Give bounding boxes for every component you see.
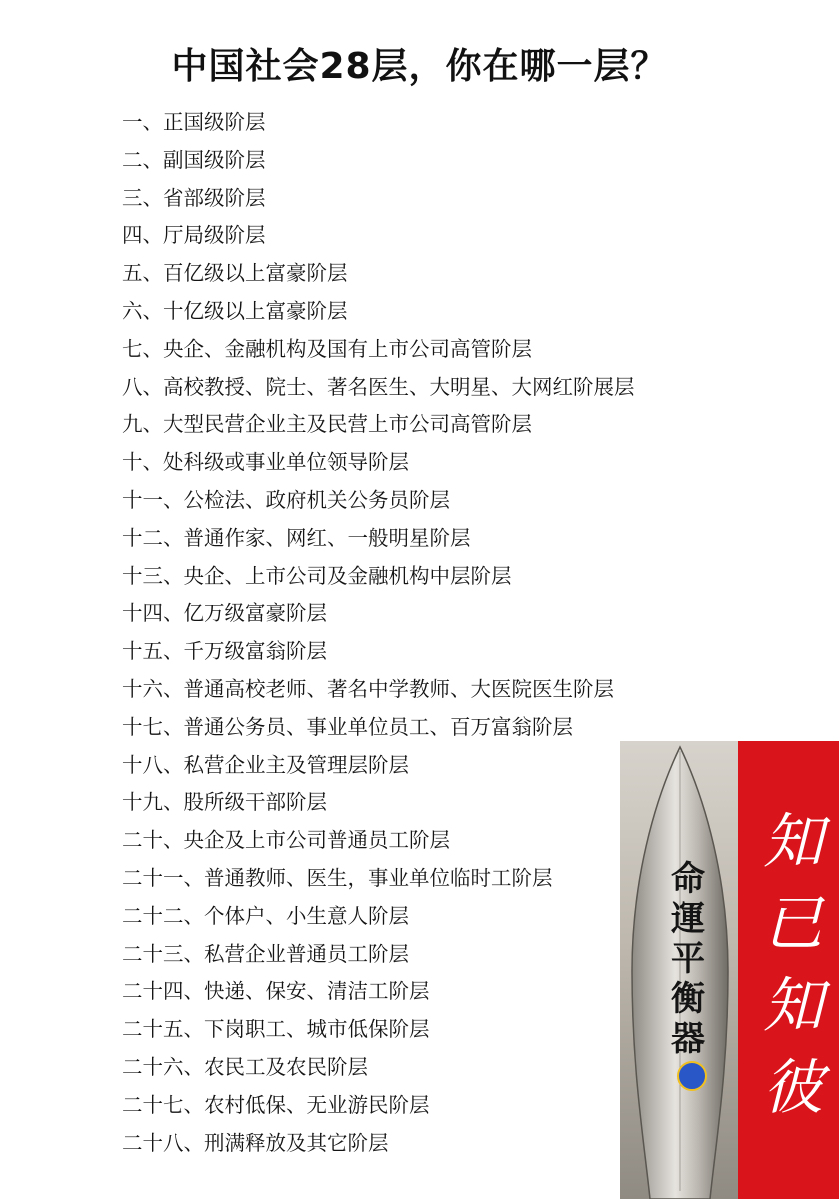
list-item: 四、厅局级阶层: [122, 223, 266, 248]
list-item: 五、百亿级以上富豪阶层: [122, 261, 348, 286]
list-item: 二十七、农村低保、无业游民阶层: [122, 1092, 430, 1117]
list-item: 九、大型民营企业主及民营上市公司高管阶层: [122, 412, 532, 437]
list-item: 八、高校教授、院士、著名医生、大明星、大网红阶展层: [122, 374, 635, 399]
list-item: 十五、千万级富翁阶层: [122, 639, 327, 664]
list-item: 七、央企、金融机构及国有上市公司高管阶层: [122, 336, 532, 361]
list-item: 二十二、个体户、小生意人阶层: [122, 903, 409, 928]
list-item: 十一、公检法、政府机关公务员阶层: [122, 487, 450, 512]
list-item: 二、副国级阶层: [122, 147, 266, 172]
calligraphy-char: 已: [763, 889, 823, 959]
list-item: 十九、股所级干部阶层: [122, 790, 327, 815]
list-item: 十四、亿万级富豪阶层: [122, 601, 327, 626]
list-item: 二十、央企及上市公司普通员工阶层: [122, 828, 450, 853]
list-item: 十七、普通公务员、事业单位员工、百万富翁阶层: [122, 714, 573, 739]
blade-inscription: [668, 859, 708, 1059]
list-item: 三、省部级阶层: [122, 185, 266, 210]
blade-char: 衡: [671, 979, 705, 1019]
logo-badge-icon: [677, 1061, 707, 1091]
blade-char: 命: [671, 859, 705, 899]
list-item: 六、十亿级以上富豪阶层: [122, 298, 348, 323]
blade-char: 平: [671, 939, 705, 979]
list-item: 十八、私营企业主及管理层阶层: [122, 752, 409, 777]
calligraphy-char: 知: [763, 807, 823, 877]
list-item: 十三、央企、上市公司及金融机构中层阶层: [122, 563, 512, 588]
list-item: 二十八、刑满释放及其它阶层: [122, 1130, 389, 1155]
calligraphy-char: 彼: [763, 1053, 823, 1123]
list-item: 二十三、私营企业普通员工阶层: [122, 941, 409, 966]
page-title: 中国社会28层，你在哪一层？: [171, 46, 668, 87]
emblem-image: [620, 741, 839, 1199]
list-item: 二十五、下岗职工、城市低保阶层: [122, 1017, 430, 1042]
list-item: 二十六、农民工及农民阶层: [122, 1054, 368, 1079]
blade-char: 器: [671, 1019, 705, 1059]
calligraphy-char: 知: [763, 971, 823, 1041]
list-item: 十二、普通作家、网红、一般明星阶层: [122, 525, 471, 550]
list-item: 十六、普通高校老师、著名中学教师、大医院医生阶层: [122, 676, 614, 701]
blade-char: 運: [671, 899, 705, 939]
calligraphy-text: [748, 801, 838, 1129]
list-item: 十、处科级或事业单位领导阶层: [122, 450, 409, 475]
list-item: 一、正国级阶层: [122, 110, 266, 134]
list-item: 二十一、普通教师、医生，事业单位临时工阶层: [122, 865, 553, 890]
list-item: 二十四、快递、保安、清洁工阶层: [122, 979, 430, 1004]
